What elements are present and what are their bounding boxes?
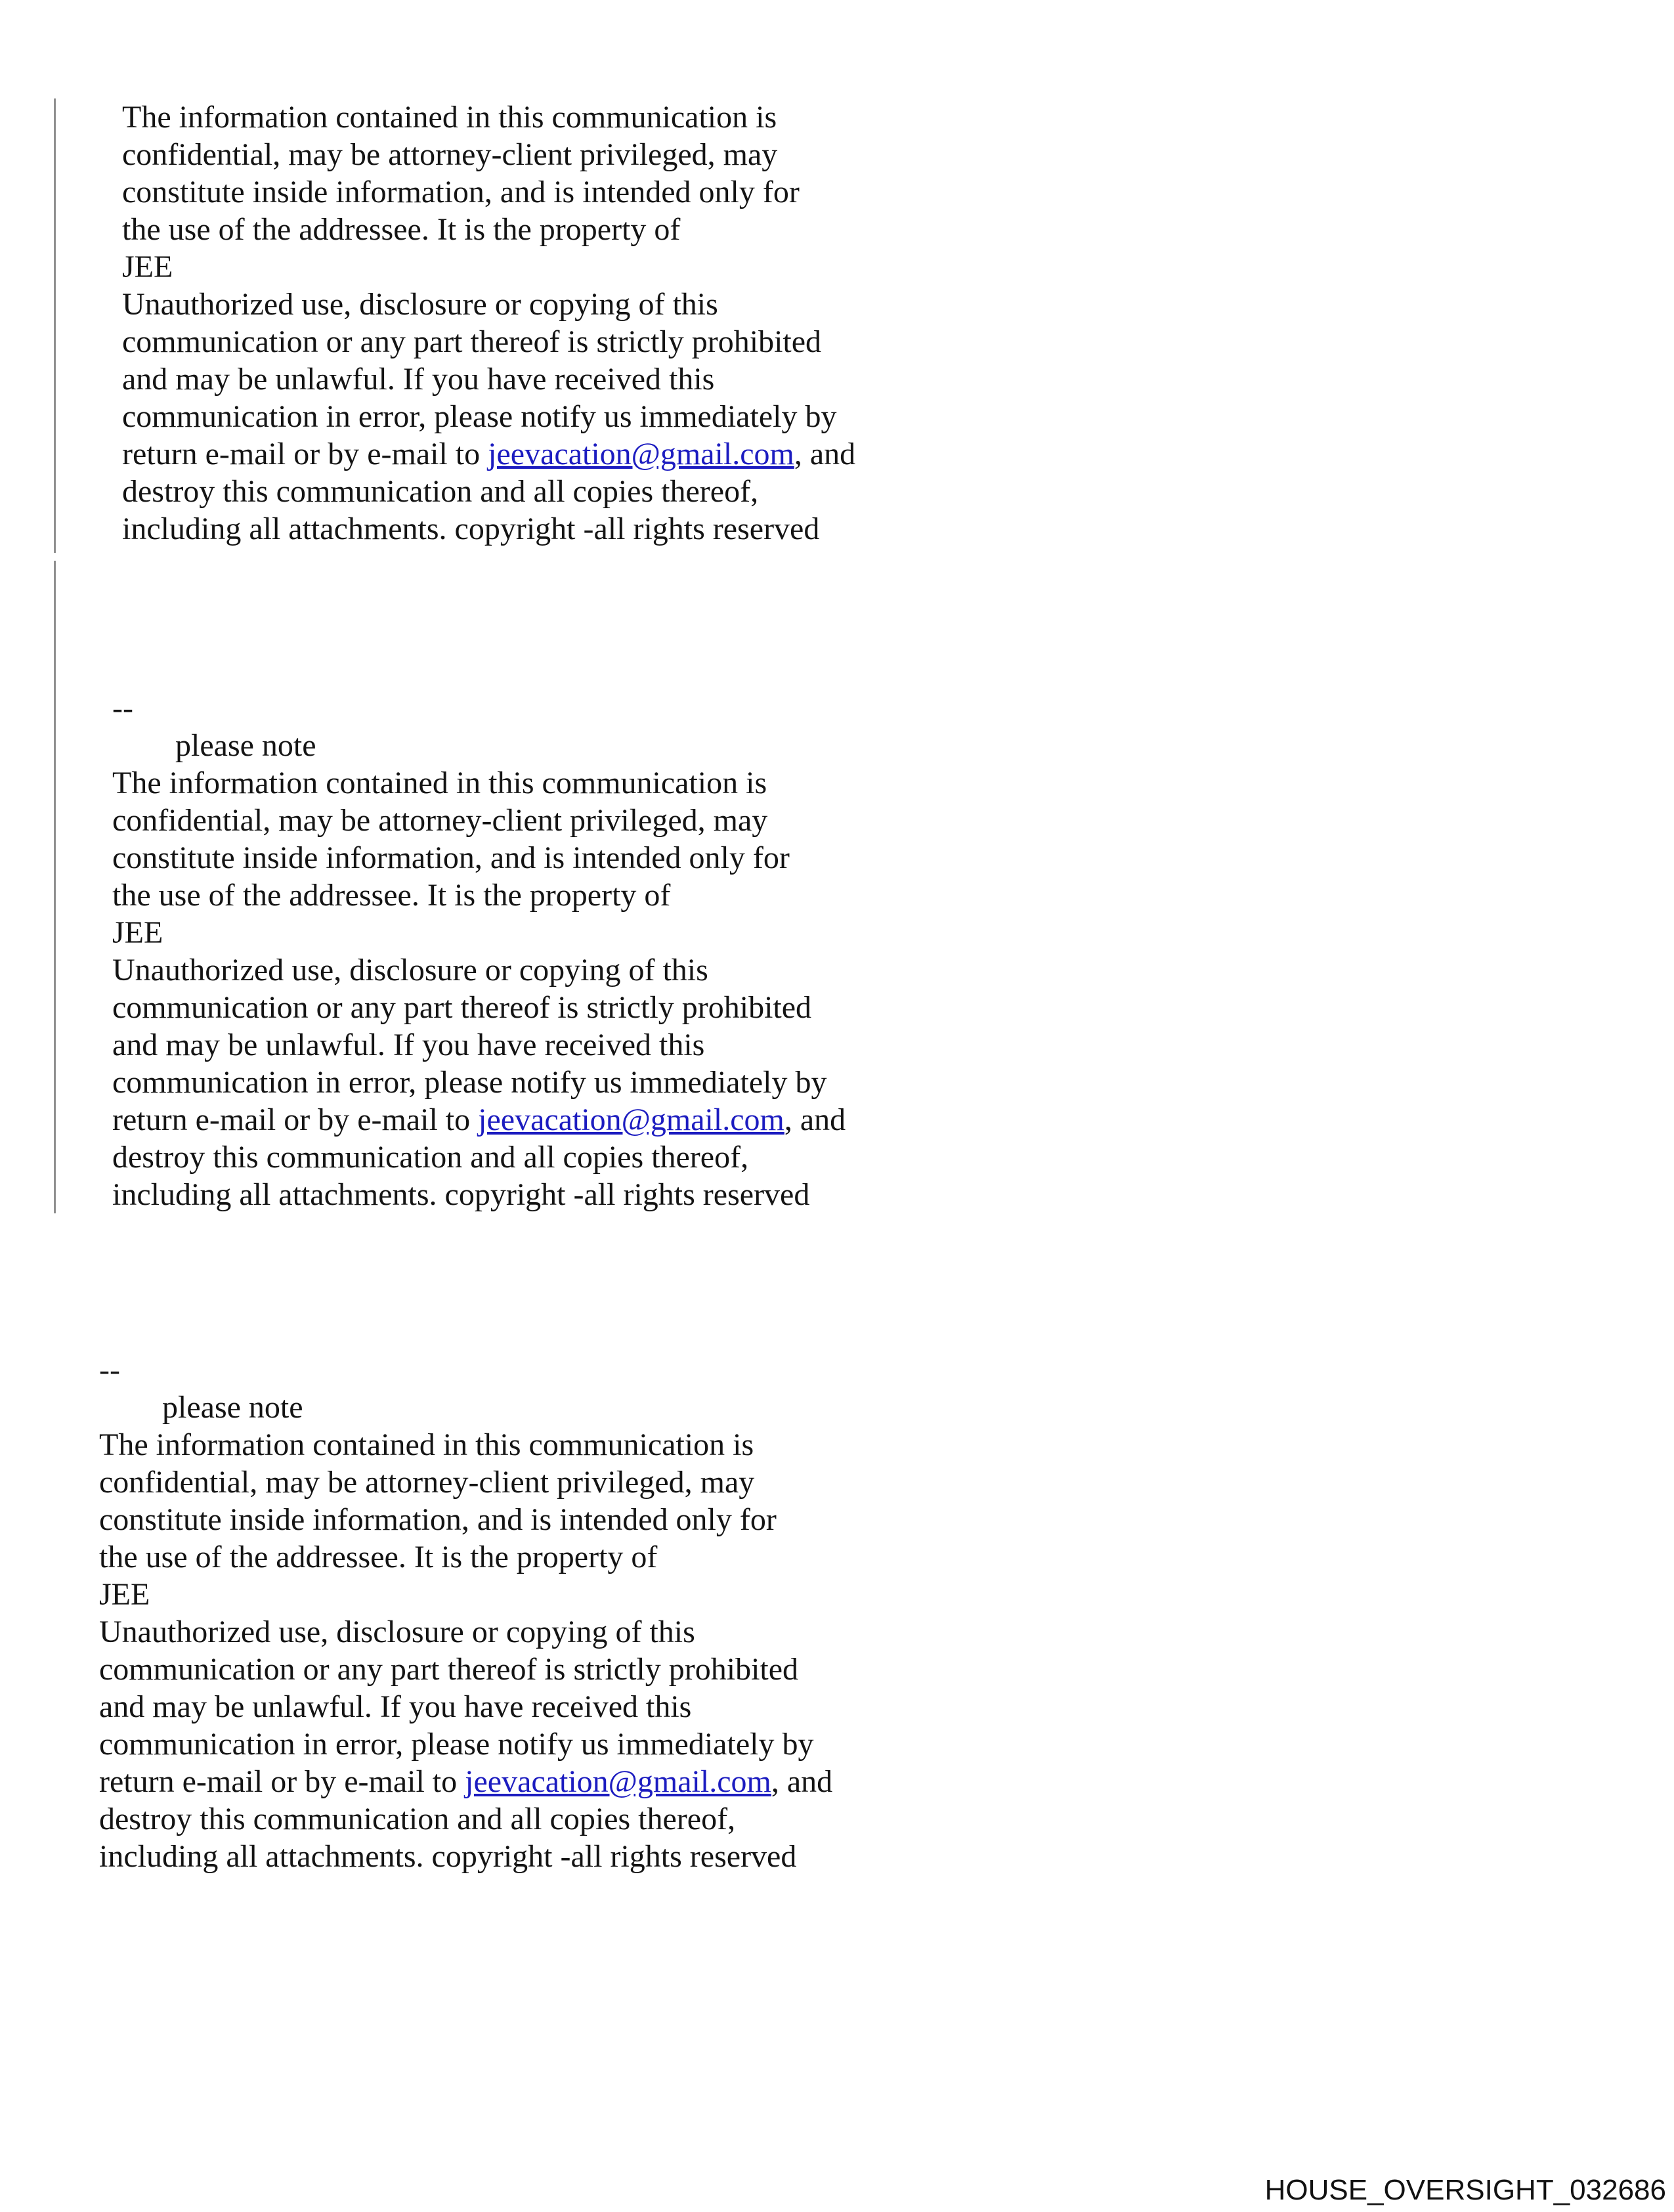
disclaimer-block-3 xyxy=(99,1351,832,1875)
email-link[interactable]: jeevacation@gmail.com xyxy=(488,437,794,471)
disclaimer-line: communication in error, please notify us immediately by xyxy=(112,1065,827,1100)
disclaimer-line: communication or any part thereof is strictly prohibited xyxy=(112,990,812,1025)
disclaimer-line: confidential, may be attorney-client privileged, may xyxy=(99,1465,755,1500)
disclaimer-line: including all attachments. copyright -all rights reserved xyxy=(99,1839,797,1874)
disclaimer-line: destroy this communication and all copies thereof, xyxy=(122,474,759,509)
signature-separator: -- xyxy=(99,1353,120,1387)
disclaimer-line: constitute inside information, and is intended only for xyxy=(112,840,790,875)
disclaimer-line: destroy this communication and all copies thereof, xyxy=(99,1802,736,1836)
disclaimer-paragraph xyxy=(122,98,855,548)
disclaimer-block-2 xyxy=(112,689,846,1213)
disclaimer-line: JEE xyxy=(99,1577,150,1612)
disclaimer-line: the use of the addressee. It is the property of xyxy=(112,878,671,913)
disclaimer-line: constitute inside information, and is intended only for xyxy=(122,175,800,209)
disclaimer-line: and may be unlawful. If you have received this xyxy=(112,1028,705,1062)
email-link[interactable]: jeevacation@gmail.com xyxy=(478,1102,784,1137)
disclaimer-line: destroy this communication and all copies thereof, xyxy=(112,1140,749,1175)
disclaimer-line: Unauthorized use, disclosure or copying of this xyxy=(112,953,708,987)
quote-bar-segment-2 xyxy=(54,561,56,1213)
email-link[interactable]: jeevacation@gmail.com xyxy=(465,1764,771,1799)
disclaimer-link-line xyxy=(99,1763,832,1800)
link-line-post: , and xyxy=(784,1102,846,1137)
disclaimer-line: the use of the addressee. It is the property of xyxy=(122,212,681,247)
note-label: please note xyxy=(162,1390,303,1425)
disclaimer-line: The information contained in this communication is xyxy=(122,100,777,135)
link-line-pre: return e-mail or by e-mail to xyxy=(122,437,488,471)
disclaimer-line: JEE xyxy=(112,915,163,950)
disclaimer-line: including all attachments. copyright -all rights reserved xyxy=(122,511,820,546)
disclaimer-line: communication in error, please notify us immediately by xyxy=(99,1727,814,1762)
disclaimer-paragraph xyxy=(112,764,846,1213)
disclaimer-line: communication or any part thereof is strictly prohibited xyxy=(99,1652,799,1687)
disclaimer-line: The information contained in this communication is xyxy=(99,1427,754,1462)
signature-separator: -- xyxy=(112,691,133,726)
quote-bar-segment-1 xyxy=(54,98,56,553)
disclaimer-line: communication in error, please notify us immediately by xyxy=(122,399,837,434)
disclaimer-line: communication or any part thereof is strictly prohibited xyxy=(122,324,822,359)
disclaimer-line: the use of the addressee. It is the property of xyxy=(99,1540,658,1574)
disclaimer-paragraph xyxy=(99,1426,832,1875)
disclaimer-line: and may be unlawful. If you have received this xyxy=(122,362,715,397)
disclaimer-line: Unauthorized use, disclosure or copying of this xyxy=(122,287,718,322)
note-label: please note xyxy=(175,728,316,763)
disclaimer-line: The information contained in this communication is xyxy=(112,766,767,800)
link-line-pre: return e-mail or by e-mail to xyxy=(99,1764,465,1799)
disclaimer-link-line xyxy=(112,1101,846,1139)
disclaimer-line: Unauthorized use, disclosure or copying of this xyxy=(99,1615,695,1649)
disclaimer-line: constitute inside information, and is intended only for xyxy=(99,1502,777,1537)
disclaimer-line: and may be unlawful. If you have received this xyxy=(99,1689,692,1724)
link-line-pre: return e-mail or by e-mail to xyxy=(112,1102,479,1137)
disclaimer-link-line xyxy=(122,435,855,473)
bates-number: HOUSE_OVERSIGHT_032686 xyxy=(1264,2174,1666,2206)
disclaimer-line: JEE xyxy=(122,249,173,284)
disclaimer-line: confidential, may be attorney-client privileged, may xyxy=(122,137,778,172)
link-line-post: , and xyxy=(794,437,856,471)
disclaimer-line: including all attachments. copyright -all rights reserved xyxy=(112,1177,810,1212)
disclaimer-block-1 xyxy=(122,98,855,548)
disclaimer-line: confidential, may be attorney-client privileged, may xyxy=(112,803,768,838)
link-line-post: , and xyxy=(771,1764,833,1799)
